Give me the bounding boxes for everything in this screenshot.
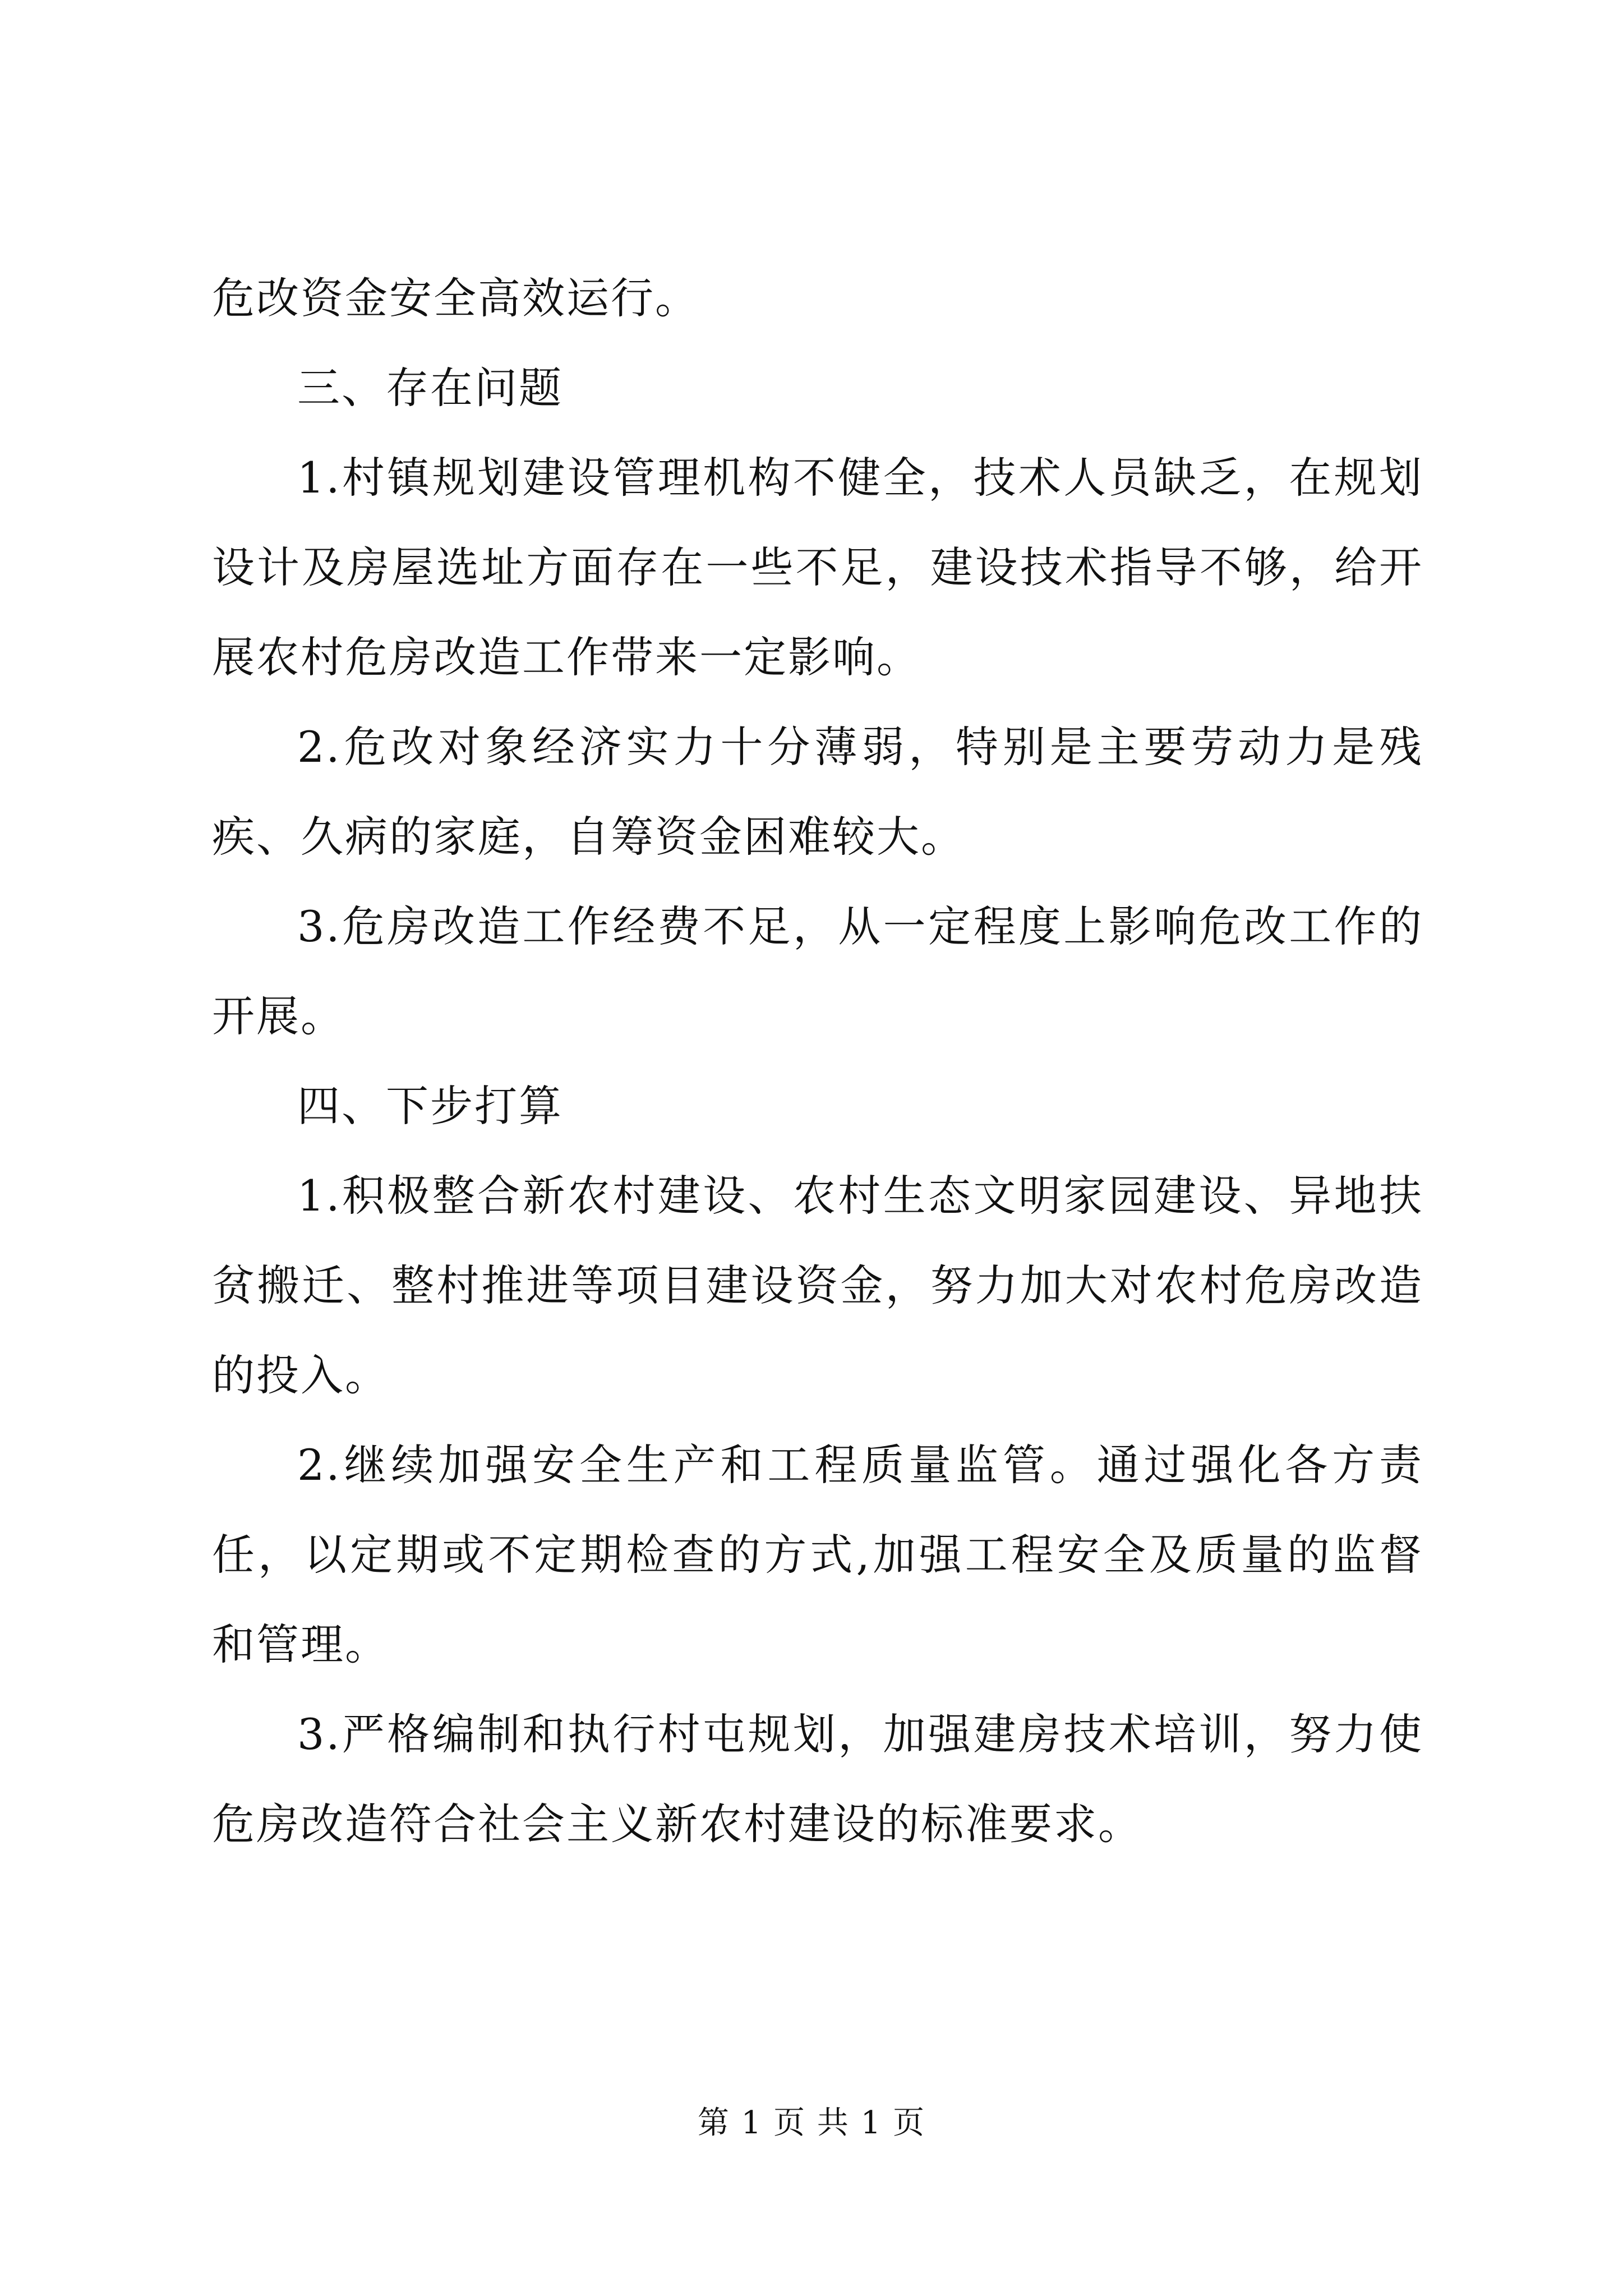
plan-item-1: 1.积极整合新农村建设、农村生态文明家园建设、异地扶贫搬迁、整村推进等项目建设资金，努力加大对农村危房改造的投入。 [212, 1171, 1423, 1400]
paragraph-continuation: 危改资金安全高效运行。 [212, 273, 699, 323]
problem-item-1: 1.村镇规划建设管理机构不健全，技术人员缺乏，在规划设计及房屋选址方面存在一些不足，建设技术指导不够，给开展农村危房改造工作带来一定影响。 [212, 453, 1423, 682]
page-number-footer: 第 1 页 共 1 页 [697, 2105, 926, 2141]
plan-item-2: 2.继续加强安全生产和工程质量监管。通过强化各方责任，以定期或不定期检查的方式,加强工程安全及质量的监督和管理。 [212, 1440, 1423, 1669]
problem-item-3: 3.危房改造工作经费不足，从一定程度上影响危改工作的开展。 [212, 901, 1423, 1041]
section-heading-next-steps: 四、下步打算 [297, 1081, 563, 1131]
document-body [212, 254, 1423, 1869]
plan-item-3: 3.严格编制和执行村屯规划，加强建房技术培训，努力使危房改造符合社会主义新农村建设的标准要求。 [212, 1709, 1423, 1849]
problem-item-2: 2.危改对象经济实力十分薄弱，特别是主要劳动力是残疾、久病的家庭，自筹资金困难较大。 [212, 722, 1423, 862]
section-heading-problems: 三、存在问题 [297, 363, 563, 413]
